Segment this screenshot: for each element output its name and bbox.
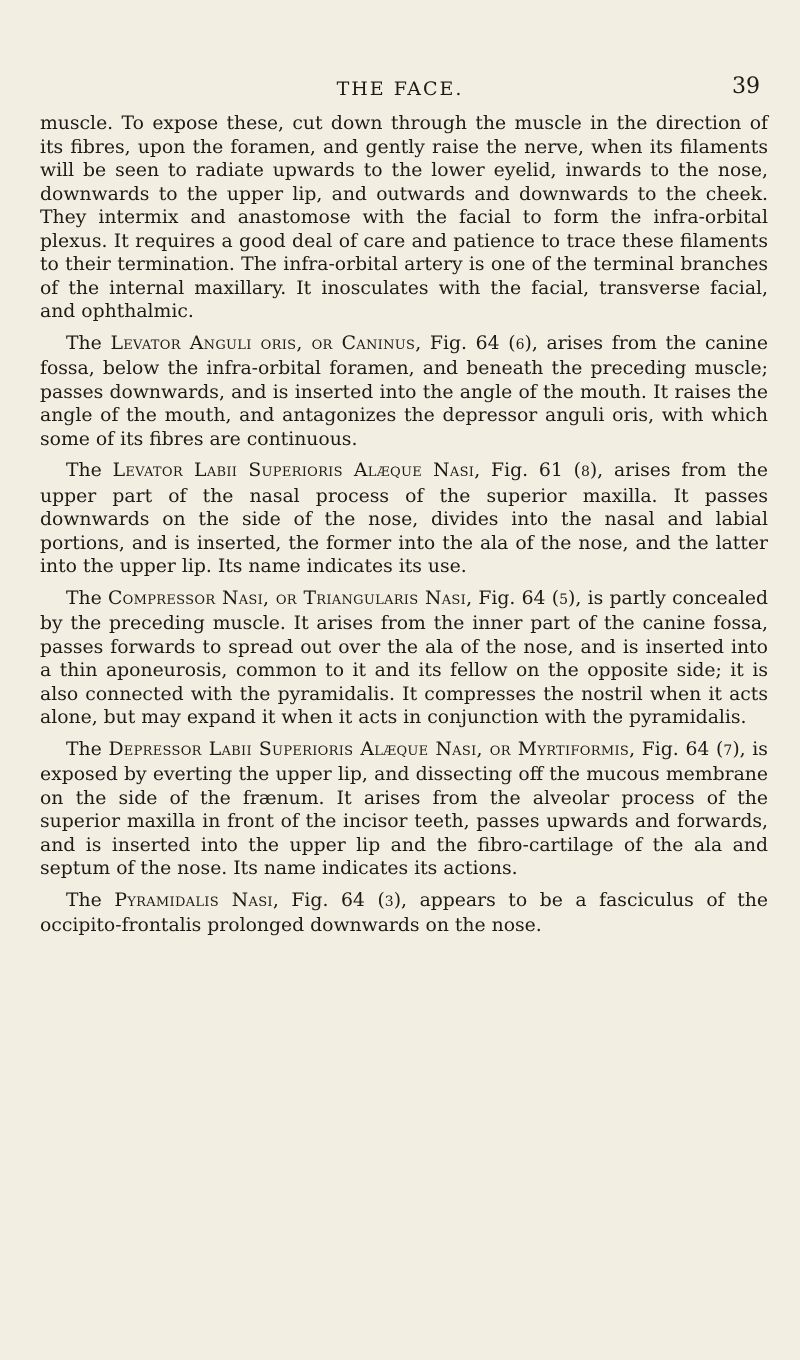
muscle-name: Compressor Nasi, or Triangularis Nasi [108, 587, 467, 609]
figure-reference: Fig. 64 [291, 889, 365, 911]
paragraph-text: appears to be a fasciculus of the occipito-frontalis prolonged downwards on the nose. [40, 889, 768, 936]
figure-number: 8 [580, 464, 590, 480]
paragraph-depressor-labii: The Depressor Labii Superioris Alæque Nasi, or Myrtiformis, Fig. 64 (7), is exposed by everting the upper lip, and dissecting off the mucous membrane on the side of the frænum. It arises from the alveolar process of the superior maxilla in front of the incisor teeth, passes upwards and forwards, and is inserted into the upper lip and the fibro-cartilage of the ala and septum of the nose. Its name indicates its actions. [40, 738, 768, 879]
muscle-name: Levator Labii Superioris Alæque Nasi [112, 460, 475, 481]
paragraph-levator-labii: The Levator Labii Superioris Alæque Nasi, Fig. 61 (8), arises from the upper part of the nasal process of the superior maxilla. It passes downwards on the side of the nose, divides into the nasal and labial portions, and is inserted, the former into the ala of the nose, and the latter into the upper lip. Its name indicates its use. [40, 460, 768, 577]
paragraph-intro: The [66, 889, 102, 911]
page-number: 39 [732, 74, 760, 99]
figure-number: 7 [723, 742, 733, 759]
paragraph-infra-orbital-plexus [40, 112, 768, 324]
paragraph-text: muscle. To expose these, cut down through the muscle in the direction of its fibres, upon the foramen, and gently raise the nerve, when its filaments will be seen to radiate upwards to the lower eyelid, inwards to the nose, downwards to the upper lip, and outwards and downwards to the cheek. They intermix and anastomose with the facial to form the infra-orbital plexus. It requires a good deal of care and patience to trace these filaments to their termination. The infra-orbital artery is one of the terminal branches of the internal maxillary. It inosculates with the facial, transverse facial, and ophthalmic. [40, 113, 768, 322]
muscle-name: Levator Anguli oris, or Caninus [110, 332, 416, 354]
figure-number: 3 [384, 893, 394, 910]
paragraph-text: is exposed by everting the upper lip, and dissecting off the mucous membrane on the side of the frænum. It arises from the alveolar process of the superior maxilla in front of the incisor teeth, passes upwards and forwards, and is inserted into the upper lip and the fibro-cartilage of the ala and septum of the nose. Its name indicates its actions. [40, 738, 768, 879]
figure-reference: Fig. 64 [429, 332, 500, 354]
paragraph-intro: The [66, 738, 102, 760]
body-text [40, 112, 768, 946]
page-header [0, 74, 800, 104]
paragraph-compressor-nasi: The Compressor Nasi, or Triangularis Nasi, Fig. 64 (5), is partly concealed by the preceding muscle. It arises from the inner part of the canine fossa, passes forwards to spread out over the ala of the nose, and is inserted into a thin aponeurosis, common to it and its fellow on the opposite side; it is also connected with the pyramidalis. It compresses the nostril when it acts alone, but may expand it when it acts in conjunction with the pyramidalis. [40, 587, 768, 728]
muscle-name: Depressor Labii Superioris Alæque Nasi, or Myrtiformis [108, 738, 630, 760]
figure-reference: Fig. 64 [478, 587, 546, 609]
paragraph-levator-anguli-oris: The Levator Anguli oris, or Caninus, Fig. 64 (6), arises from the canine fossa, below the infra-orbital foramen, and beneath the preceding muscle; passes downwards, and is inserted into the angle of the mouth. It raises the angle of the mouth, and antagonizes the depressor anguli oris, with which some of its fibres are continuous. [40, 332, 768, 450]
paragraph-text: arises from the canine fossa, below the infra-orbital foramen, and beneath the preceding muscle; passes downwards, and is inserted into the angle of the mouth. It raises the angle of the mouth, and antagonizes the depressor anguli oris, with which some of its fibres are continuous. [40, 332, 768, 450]
running-head: THE FACE. [336, 78, 464, 100]
figure-reference: Fig. 64 [641, 738, 710, 760]
paragraph-intro: The [66, 460, 102, 481]
paragraph-text: arises from the upper part of the nasal process of the superior maxilla. It passes downwards on the side of the nose, divides into the nasal and labial portions, and is inserted, the former into the ala of the nose, and the latter into the upper lip. Its name indicates its use. [40, 460, 768, 577]
paragraph-intro: The [66, 587, 102, 609]
paragraph-pyramidalis-nasi: The Pyramidalis Nasi, Fig. 64 (3), appears to be a fasciculus of the occipito-frontalis prolonged downwards on the nose. [40, 889, 768, 936]
figure-number: 5 [559, 591, 569, 608]
figure-reference: Fig. 61 [491, 460, 563, 481]
paragraph-intro: The [66, 332, 102, 354]
muscle-name: Pyramidalis Nasi [114, 889, 273, 911]
paragraph-text: is partly concealed by the preceding muscle. It arises from the inner part of the canine fossa, passes forwards to spread out over the ala of the nose, and is inserted into a thin aponeurosis, common to it and its fellow on the opposite side; it is also connected with the pyramidalis. It compresses the nostril when it acts alone, but may expand it when it acts in conjunction with the pyramidalis. [40, 587, 768, 728]
figure-number: 6 [515, 336, 525, 353]
